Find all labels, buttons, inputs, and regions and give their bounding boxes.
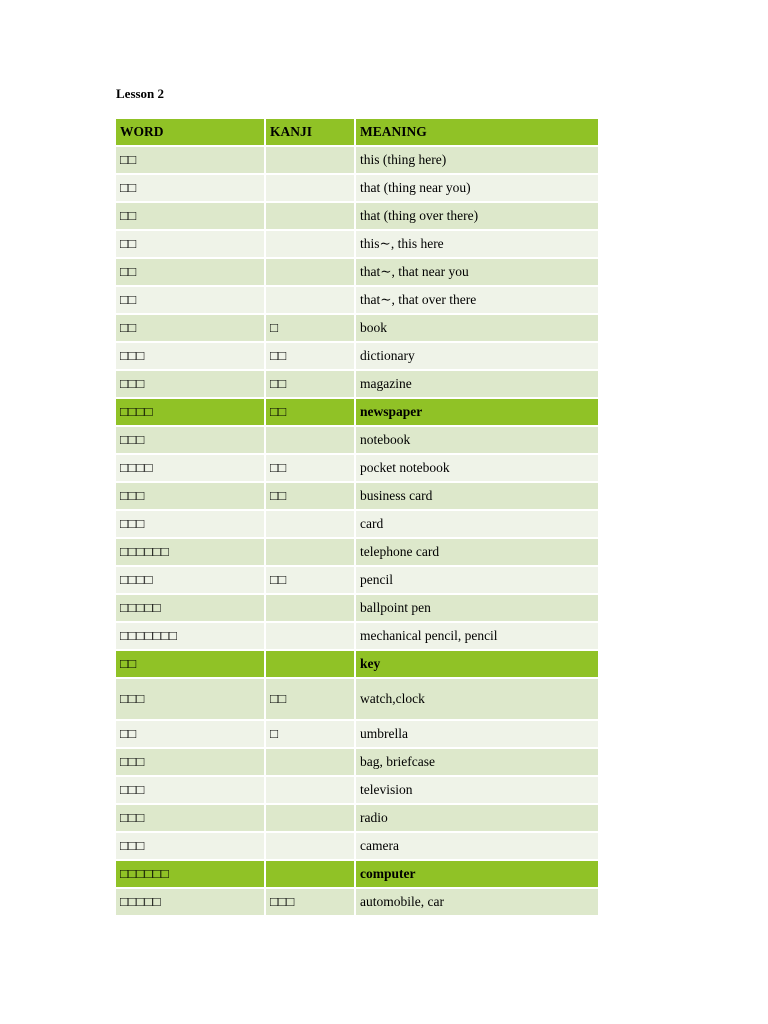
word-cell: □□ xyxy=(116,175,266,203)
meaning-cell: watch,clock xyxy=(356,679,598,721)
word-cell: □□□□□ xyxy=(116,889,266,917)
kanji-cell: □ xyxy=(266,721,356,749)
meaning-cell: computer xyxy=(356,861,598,889)
meaning-cell: telephone card xyxy=(356,539,598,567)
table-row xyxy=(116,511,598,539)
kanji-cell: □□ xyxy=(266,567,356,595)
word-cell: □□ xyxy=(116,259,266,287)
meaning-cell: card xyxy=(356,511,598,539)
table-row xyxy=(116,287,598,315)
word-cell: □□□ xyxy=(116,777,266,805)
table-header-row xyxy=(116,119,598,147)
meaning-cell: magazine xyxy=(356,371,598,399)
header-word: WORD xyxy=(116,119,266,147)
word-cell: □□□□ xyxy=(116,399,266,427)
word-cell: □□□ xyxy=(116,483,266,511)
meaning-cell: television xyxy=(356,777,598,805)
table-row xyxy=(116,203,598,231)
table-row xyxy=(116,889,598,917)
kanji-cell: □□ xyxy=(266,455,356,483)
meaning-cell: bag, briefcase xyxy=(356,749,598,777)
meaning-cell: this∼, this here xyxy=(356,231,598,259)
kanji-cell: □ xyxy=(266,315,356,343)
word-cell: □□□□□□ xyxy=(116,861,266,889)
kanji-cell xyxy=(266,749,356,777)
word-cell: □□□ xyxy=(116,679,266,721)
table-row xyxy=(116,455,598,483)
table-row xyxy=(116,833,598,861)
header-meaning: MEANING xyxy=(356,119,598,147)
meaning-cell: that (thing over there) xyxy=(356,203,598,231)
word-cell: □□ xyxy=(116,287,266,315)
table-row xyxy=(116,427,598,455)
vocabulary-table xyxy=(116,119,598,917)
table-row xyxy=(116,343,598,371)
table-row xyxy=(116,749,598,777)
kanji-cell xyxy=(266,805,356,833)
word-cell: □□□ xyxy=(116,511,266,539)
word-cell: □□□ xyxy=(116,371,266,399)
page-title: Lesson 2 xyxy=(116,86,165,101)
word-cell: □□ xyxy=(116,315,266,343)
word-cell: □□□□ xyxy=(116,455,266,483)
table-row xyxy=(116,315,598,343)
table-row xyxy=(116,147,598,175)
meaning-cell: book xyxy=(356,315,598,343)
meaning-cell: that (thing near you) xyxy=(356,175,598,203)
meaning-cell: key xyxy=(356,651,598,679)
kanji-cell xyxy=(266,833,356,861)
word-cell: □□ xyxy=(116,651,266,679)
word-cell: □□□ xyxy=(116,833,266,861)
table-row xyxy=(116,399,598,427)
word-cell: □□□ xyxy=(116,343,266,371)
meaning-cell: pencil xyxy=(356,567,598,595)
word-cell: □□□□□ xyxy=(116,595,266,623)
word-cell: □□ xyxy=(116,147,266,175)
word-cell: □□ xyxy=(116,721,266,749)
kanji-cell: □□ xyxy=(266,399,356,427)
meaning-cell: camera xyxy=(356,833,598,861)
word-cell: □□□□□□ xyxy=(116,539,266,567)
meaning-cell: automobile, car xyxy=(356,889,598,917)
kanji-cell xyxy=(266,595,356,623)
word-cell: □□ xyxy=(116,231,266,259)
kanji-cell xyxy=(266,539,356,567)
table-row xyxy=(116,539,598,567)
table-row xyxy=(116,175,598,203)
meaning-cell: newspaper xyxy=(356,399,598,427)
kanji-cell: □□□ xyxy=(266,889,356,917)
meaning-cell: that∼, that near you xyxy=(356,259,598,287)
table-row xyxy=(116,861,598,889)
table-row xyxy=(116,259,598,287)
meaning-cell: pocket notebook xyxy=(356,455,598,483)
table-row xyxy=(116,567,598,595)
word-cell: □□□ xyxy=(116,805,266,833)
meaning-cell: mechanical pencil, pencil xyxy=(356,623,598,651)
kanji-cell: □□ xyxy=(266,483,356,511)
kanji-cell xyxy=(266,147,356,175)
table-row xyxy=(116,777,598,805)
table-row xyxy=(116,595,598,623)
meaning-cell: notebook xyxy=(356,427,598,455)
meaning-cell: this (thing here) xyxy=(356,147,598,175)
kanji-cell xyxy=(266,427,356,455)
meaning-cell: radio xyxy=(356,805,598,833)
table-row xyxy=(116,805,598,833)
kanji-cell xyxy=(266,777,356,805)
meaning-cell: that∼, that over there xyxy=(356,287,598,315)
kanji-cell: □□ xyxy=(266,343,356,371)
word-cell: □□□ xyxy=(116,749,266,777)
word-cell: □□□ xyxy=(116,427,266,455)
kanji-cell xyxy=(266,511,356,539)
meaning-cell: umbrella xyxy=(356,721,598,749)
kanji-cell xyxy=(266,203,356,231)
kanji-cell xyxy=(266,175,356,203)
meaning-cell: business card xyxy=(356,483,598,511)
table-row xyxy=(116,231,598,259)
word-cell: □□□□ xyxy=(116,567,266,595)
header-kanji: KANJI xyxy=(266,119,356,147)
table-row xyxy=(116,651,598,679)
kanji-cell xyxy=(266,623,356,651)
meaning-cell: ballpoint pen xyxy=(356,595,598,623)
word-cell: □□ xyxy=(116,203,266,231)
table-row xyxy=(116,721,598,749)
meaning-cell: dictionary xyxy=(356,343,598,371)
table-row xyxy=(116,679,598,721)
kanji-cell: □□ xyxy=(266,679,356,721)
table-row xyxy=(116,623,598,651)
kanji-cell xyxy=(266,231,356,259)
kanji-cell xyxy=(266,287,356,315)
kanji-cell xyxy=(266,651,356,679)
kanji-cell: □□ xyxy=(266,371,356,399)
word-cell: □□□□□□□ xyxy=(116,623,266,651)
table-row xyxy=(116,483,598,511)
kanji-cell xyxy=(266,861,356,889)
table-row xyxy=(116,371,598,399)
kanji-cell xyxy=(266,259,356,287)
